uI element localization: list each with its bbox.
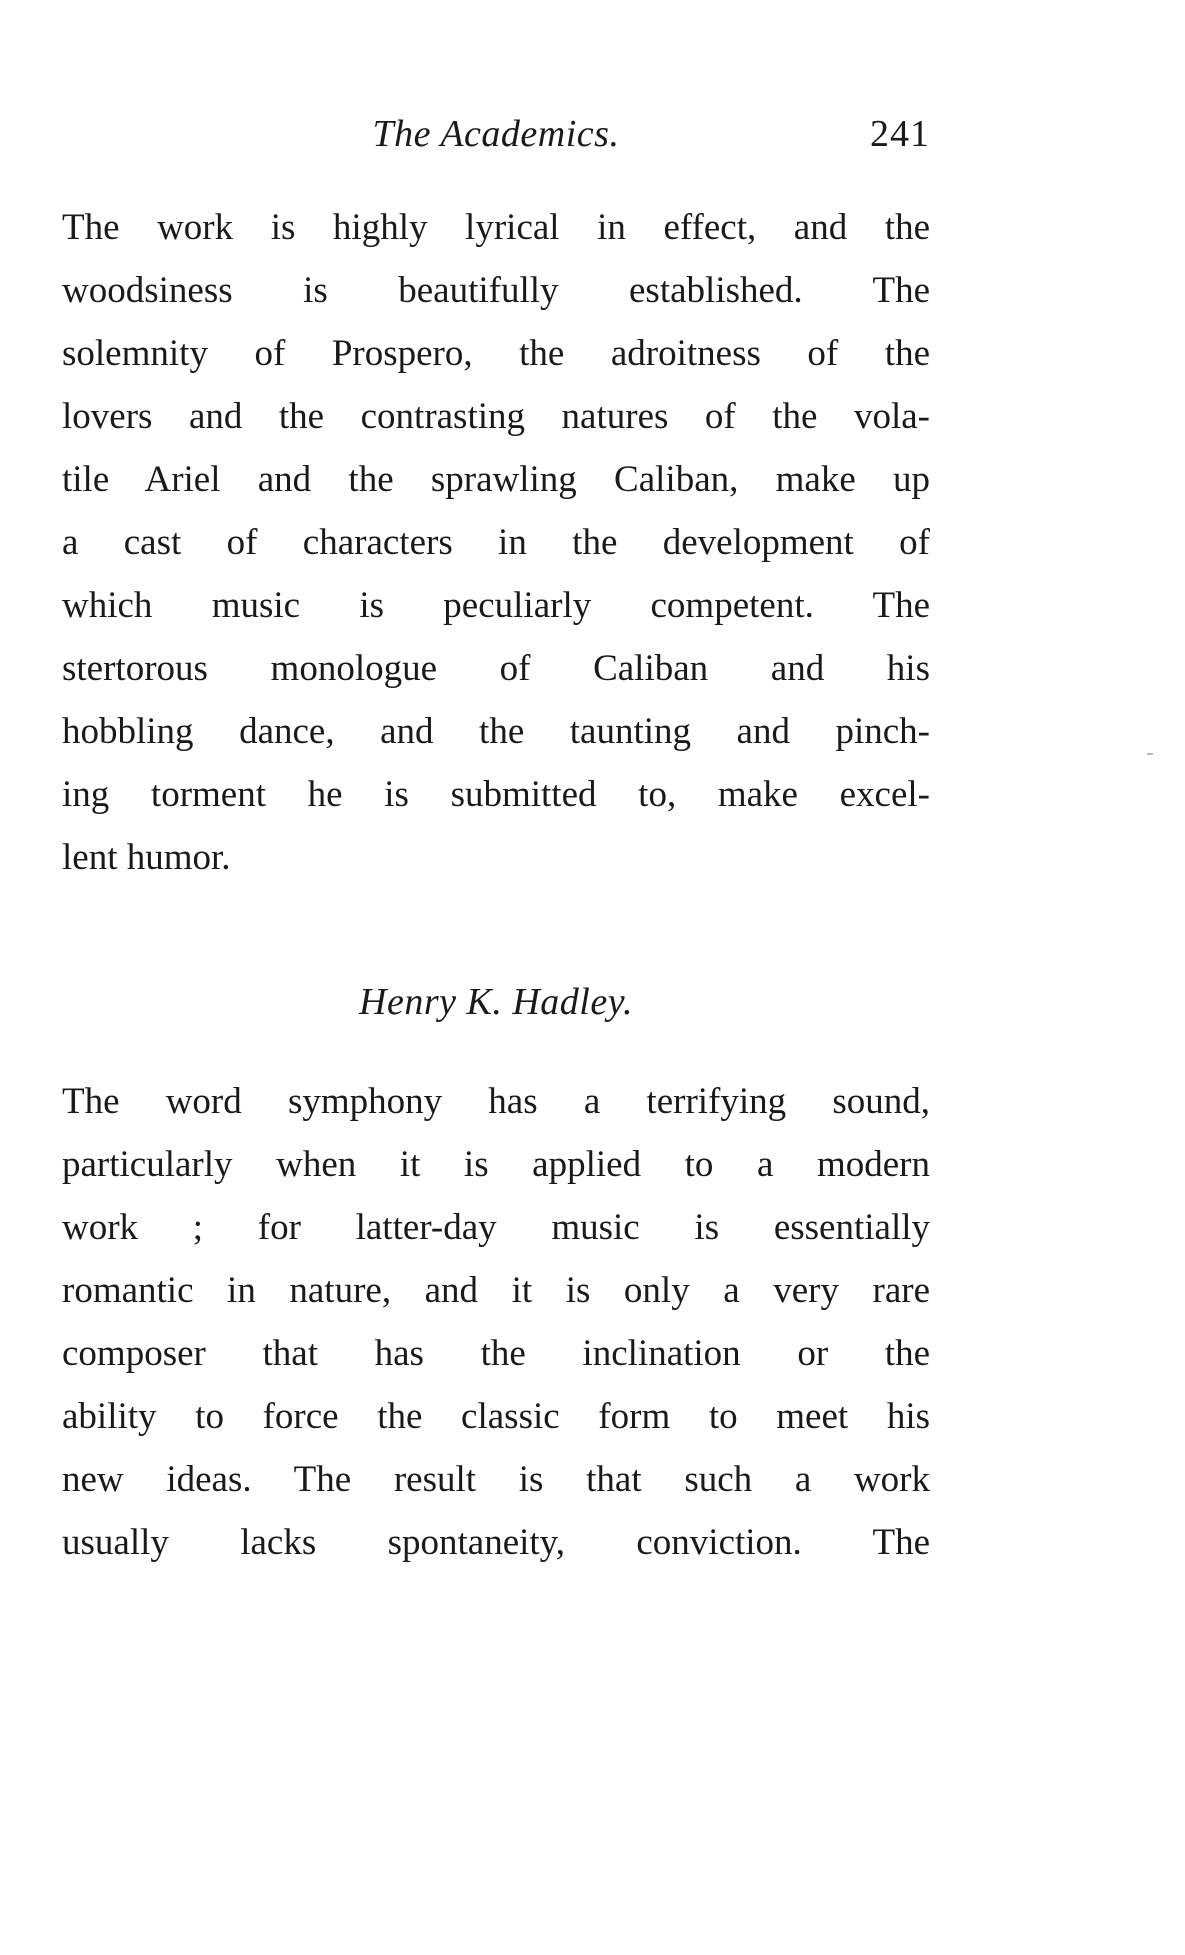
text-line: romantic in nature, and it is only a very rare xyxy=(62,1270,930,1311)
text-line: ing torment he is submitted to, make excel- xyxy=(62,774,930,815)
text-line: new ideas. The result is that such a work xyxy=(62,1459,930,1500)
text-line: usually lacks spontaneity, conviction. The xyxy=(62,1522,930,1563)
running-head xyxy=(62,112,930,162)
text-line: particularly when it is applied to a modern xyxy=(62,1144,930,1185)
paragraph-symphony xyxy=(62,1070,930,1574)
text-line: lovers and the contrasting natures of the vola- xyxy=(62,396,930,437)
text-line: a cast of characters in the development of xyxy=(62,522,930,563)
text-line: The word symphony has a terrifying sound, xyxy=(62,1081,930,1122)
text-line: tile Ariel and the sprawling Caliban, make up xyxy=(62,459,930,500)
text-line: solemnity of Prospero, the adroitness of the xyxy=(62,333,930,374)
text-line: hobbling dance, and the taunting and pinch- xyxy=(62,711,930,752)
text-line: composer that has the inclination or the xyxy=(62,1333,930,1374)
text-line: stertorous monologue of Caliban and his xyxy=(62,648,930,689)
running-title: The Academics. xyxy=(372,113,620,155)
text-line: woodsiness is beautifully established. The xyxy=(62,270,930,311)
section-heading: Henry K. Hadley. xyxy=(359,981,633,1023)
text-line: work ; for latter-day music is essentially xyxy=(62,1207,930,1248)
text-line: lent humor. xyxy=(62,837,231,878)
text-line: which music is peculiarly competent. The xyxy=(62,585,930,626)
margin-speck xyxy=(1147,753,1153,755)
text-line: ability to force the classic form to meet his xyxy=(62,1396,930,1437)
paragraph-tempest xyxy=(62,196,930,889)
page-number: 241 xyxy=(870,113,930,155)
text-line: The work is highly lyrical in effect, and the xyxy=(62,207,930,248)
